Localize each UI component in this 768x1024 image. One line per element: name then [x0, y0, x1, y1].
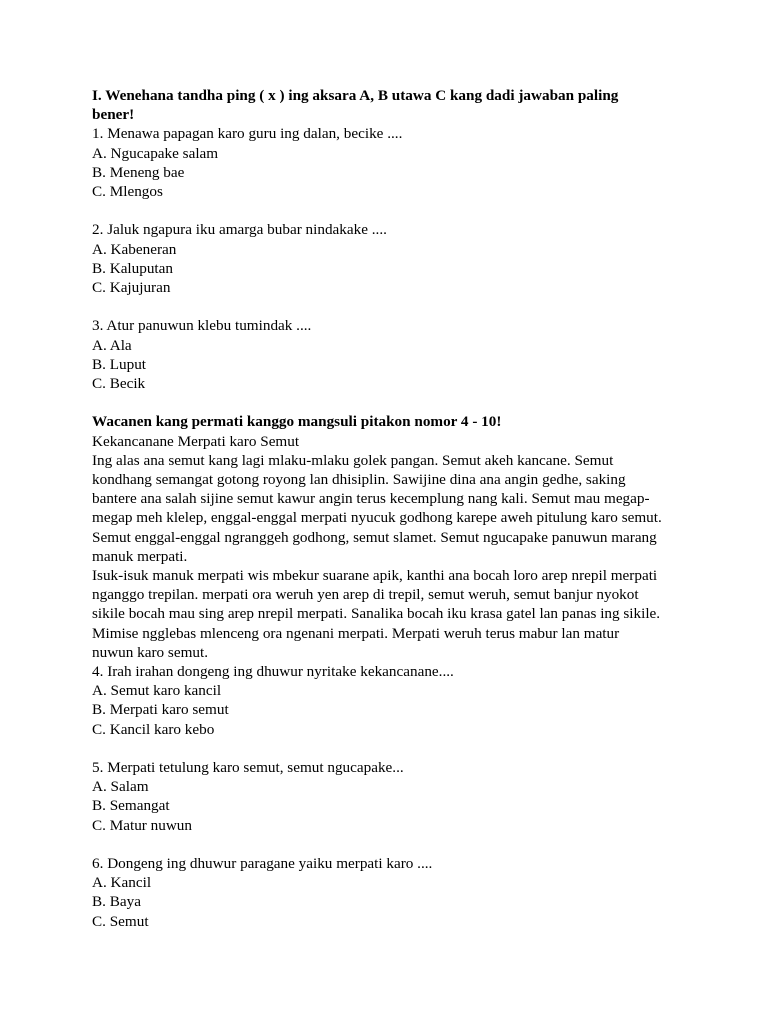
- spacer: [92, 393, 692, 412]
- question-6: [92, 854, 692, 931]
- spacer: [92, 835, 692, 854]
- option-a: A. Salam: [92, 778, 149, 796]
- option-a: A. Ala: [92, 336, 132, 354]
- spacer: [92, 739, 692, 758]
- option-a: A. Semut karo kancil: [92, 682, 222, 700]
- option-a: A. Kabeneran: [92, 240, 177, 258]
- story-line: kondhang semangat gotong royong lan dhisiplin. Sawijine dina ana angin gedhe, saking: [92, 471, 626, 489]
- question-text: 4. Irah irahan dongeng ing dhuwur nyritake kekancanane....: [92, 663, 454, 681]
- question-2: [92, 220, 692, 297]
- question-text: 5. Merpati tetulung karo semut, semut ngucapake...: [92, 759, 404, 777]
- question-1: [92, 124, 692, 201]
- reading-instruction: Wacanen kang permati kanggo mangsuli pitakon nomor 4 - 10!: [92, 413, 502, 431]
- option-b: B. Kaluputan: [92, 259, 173, 277]
- question-text: 6. Dongeng ing dhuwur paragane yaiku merpati karo ....: [92, 855, 433, 873]
- question-text: 2. Jaluk ngapura iku amarga bubar nindakake ....: [92, 221, 387, 239]
- option-b: B. Semangat: [92, 797, 170, 815]
- option-b: B. Baya: [92, 893, 141, 911]
- story-line: Ing alas ana semut kang lagi mlaku-mlaku golek pangan. Semut akeh kancane. Semut: [92, 451, 614, 469]
- option-c: C. Becik: [92, 375, 146, 393]
- story-line: bantere ana salah sijine semut kawur angin terus kecemplung nang kali. Semut mau megap-: [92, 490, 650, 508]
- option-a: A. Ngucapake salam: [92, 144, 219, 162]
- option-c: C. Semut: [92, 912, 149, 930]
- spacer: [92, 201, 692, 220]
- spacer: [92, 297, 692, 316]
- story-line: nuwun karo semut.: [92, 643, 208, 661]
- story-line: Mimise ngglebas mlenceng ora ngenani merpati. Merpati weruh terus mabur lan matur: [92, 624, 620, 642]
- story-body: [92, 451, 692, 662]
- option-b: B. Meneng bae: [92, 163, 185, 181]
- story-line: sikile bocah mau sing arep nrepil merpati. Sanalika bocah iku krasa gatel lan panas ing sikile.: [92, 605, 661, 623]
- option-c: C. Matur nuwun: [92, 816, 192, 834]
- option-c: C. Kancil karo kebo: [92, 720, 215, 738]
- question-3: [92, 316, 692, 393]
- option-c: C. Kajujuran: [92, 279, 171, 297]
- section-instruction-line1: I. Wenehana tandha ping ( x ) ing aksara A, B utawa C kang dadi jawaban paling: [92, 87, 619, 104]
- story-line: manuk merpati.: [92, 547, 188, 565]
- option-c: C. Mlengos: [92, 183, 163, 201]
- question-5: [92, 758, 692, 835]
- question-text: 1. Menawa papagan karo guru ing dalan, becike ....: [92, 125, 403, 143]
- story-line: megap meh klelep, enggal-enggal merpati nyucuk godhong karepe aweh pitulung karo semut.: [92, 509, 662, 527]
- question-4: [92, 662, 692, 739]
- option-a: A. Kancil: [92, 874, 152, 892]
- worksheet-page: [92, 86, 692, 931]
- option-b: B. Luput: [92, 355, 147, 373]
- story-line: nganggo trepilan. merpati ora weruh yen arep di trepil, semut weruh, semut banjur nyokot: [92, 586, 639, 604]
- story-line: Isuk-isuk manuk merpati wis mbekur suarane apik, kanthi ana bocah loro arep nrepil merpati: [92, 567, 658, 585]
- section-instruction-line2: bener!: [92, 106, 135, 124]
- option-b: B. Merpati karo semut: [92, 701, 229, 719]
- story-title: Kekancanane Merpati karo Semut: [92, 432, 300, 450]
- story-line: Semut enggal-enggal ngranggeh godhong, semut slamet. Semut ngucapake panuwun marang: [92, 528, 657, 546]
- question-text: 3. Atur panuwun klebu tumindak ....: [92, 317, 312, 335]
